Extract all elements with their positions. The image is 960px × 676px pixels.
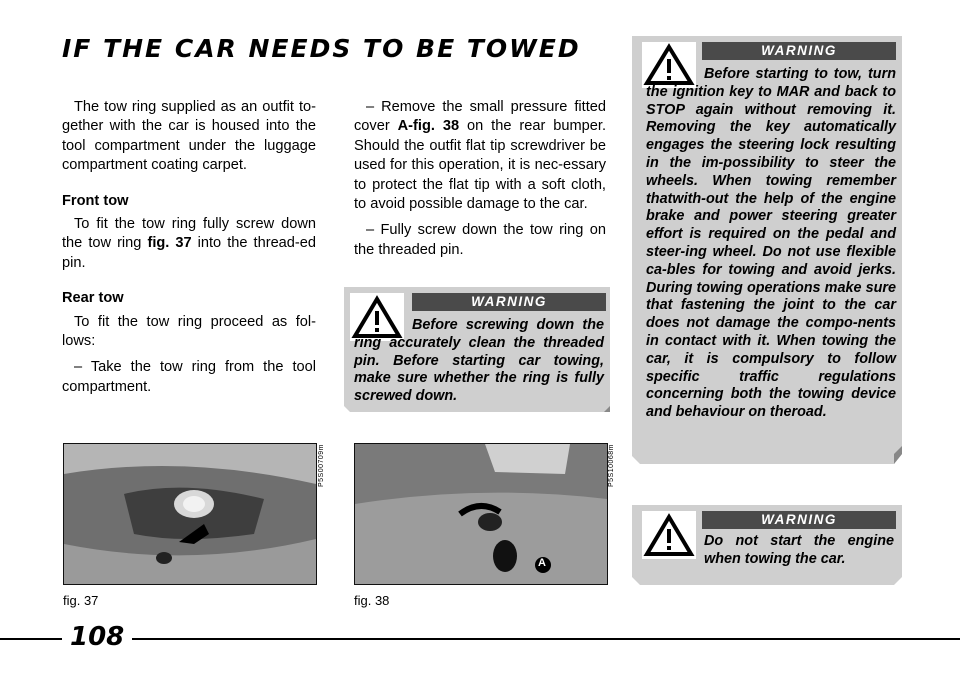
step-2-paragraph: – Remove the small pressure fitted cover A-fig. 38 on the rear bumper. Should the outfit flat tip screwdriver be used for this operation, it is nec-essary to protect the flat tip with a soft cloth, to avoid possible damage to the car. (354, 99, 606, 213)
figure-38-label: A (538, 557, 546, 569)
front-tow-paragraph: To fit the tow ring fully screw down the tow ring fig. 37 into the thread-ed pin. (62, 216, 317, 271)
figure-38-code: P5S10068m (608, 444, 615, 488)
figure-37-photo (63, 443, 317, 585)
column-1 (62, 98, 316, 404)
figure-37-code: P5S00709m (318, 444, 325, 488)
warning-text-right: Before starting to tow, turn the ignition key to MAR and back to STOP again without removing it. Removing the key automatically engages the steering lock resulting in the im-possibility to steer the wheels. When towing remember thatwith-out the help of the engine brake and power steering greater effort is required on the pedal and steer-ing wheel. Do not use flexible ca-bles for towing and avoid jerks. During towing operations make sure that fastening the joint to the car does not damage the compo-nents in contact with it. When towing the car, it is compulsory to follow specific traffic regulations concerning both the towing device and behaviour on theroad. (646, 66, 896, 421)
warning-label: WARNING (702, 42, 896, 60)
warning-label: WARNING (412, 293, 606, 311)
step-3-paragraph: – Fully screw down the tow ring on the threaded pin. (354, 222, 606, 258)
front-tow-heading: Front tow (62, 192, 129, 209)
rear-tow-heading: Rear tow (62, 290, 124, 307)
warning-label: WARNING (702, 511, 896, 529)
figure-38-illustration (355, 444, 607, 584)
figure-38-caption: fig. 38 (354, 593, 390, 608)
warning-text-bottom: Do not start the engine when towing the car. (704, 533, 894, 567)
fig-37-ref: fig. 37 (147, 235, 192, 252)
column-2 (354, 98, 606, 267)
warning-box-bottom (632, 505, 902, 585)
step-1-paragraph: – Take the tow ring from the tool compartment. (62, 359, 316, 395)
figure-37-caption: fig. 37 (63, 593, 99, 608)
warning-text-middle: Before screwing down the ring accurately clean the threaded pin. Before starting car towing, make sure whether the ring is fully screwed down. (354, 317, 604, 405)
warning-box-right (632, 36, 902, 464)
warning-box-middle (344, 287, 610, 412)
figure-37-illustration (64, 444, 316, 584)
warning-triangle-icon (642, 511, 696, 559)
figure-38-photo (354, 443, 608, 585)
fig-38-ref: A-fig. 38 (397, 118, 460, 135)
intro-paragraph: The tow ring supplied as an outfit to-gether with the car is housed into the tool compartment under the luggage compartment coating carpet. (62, 99, 316, 174)
page-number: 108 (62, 622, 132, 652)
page-title: IF THE CAR NEEDS TO BE TOWED (62, 34, 581, 63)
rear-tow-paragraph: To fit the tow ring proceed as fol-lows: (62, 313, 316, 350)
footer-rule (0, 638, 960, 640)
